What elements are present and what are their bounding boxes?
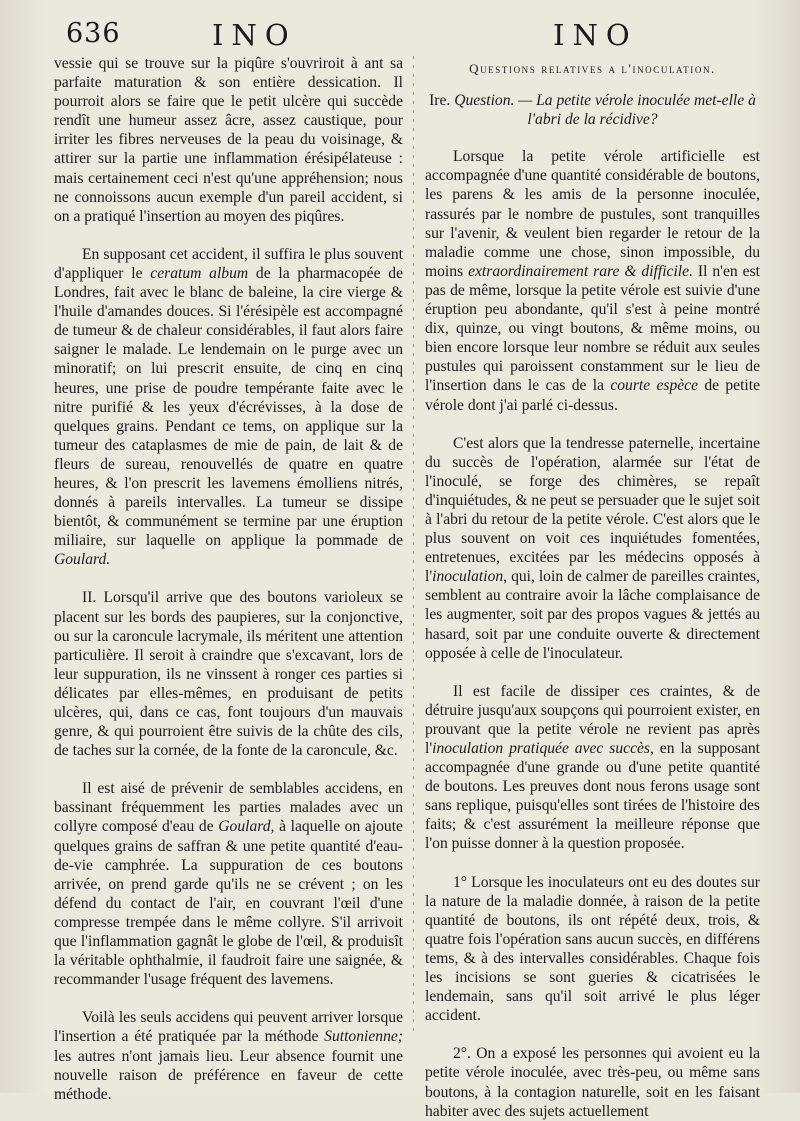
paragraph: vessie qui se trouve sur la piqûre s'ouvriroit à ant sa parfaite maturation & son entière dessication. Il pourroit alors se faire que le petit ulcère qui succède rendît une humeur assez âcre, assez caustique, pour irriter les fibres nerveuses de la peau du voisinage, & attirer sur la partie une inflammation érésipélateuse : mais certainement ceci n'est qu'une appréhension; nous ne connoissons aucun exemple d'un pareil accident, si on a pratiqué l'insertion au moyen des piqûres. (54, 55, 403, 225)
paragraph: 2°. On a exposé les personnes qui avoient eu la petite vérole inoculée, avec très-peu, ou même sans boutons, à la contagion naturelle, soit en les faisant habiter avec des sujets actuellement (425, 1045, 760, 1120)
italic-term: ceratum album (150, 264, 249, 282)
section-title: Questions relatives a l'inoculation. (469, 61, 716, 76)
italic-term: inoculation (432, 568, 504, 586)
paragraph: II. Lorsqu'il arrive que des boutons varioleux se placent sur les bords des paupieres, sur la conjonctive, ou sur la caroncule lacrymale, ils méritent une attention particulière. Il seroit à craindre que s'excavant, lors de leur suppuration, ils ne vinssent à ronger ces parties si délicates par elles-mêmes, en produisant de petits ulcères, qui, dans ce cas, font toujours d'un mauvais genre, & qui pourroient être suivis de la chûte des cils, de taches sur la cornée, de la fonte de la caroncule, &c. (54, 589, 403, 760)
italic-term: inoculation pratiquée avec succès (432, 740, 650, 757)
paragraph: Voilà les seuls accidens qui peuvent arriver lorsque l'insertion a été pratiquée par la méthode Suttonienne; les autres n'ont jamais lieu. Leur absence fournit une nouvelle raison de préférence en faveur de cette méthode. (54, 1009, 403, 1103)
italic-term: Goulard. (54, 551, 111, 569)
question-heading (425, 91, 760, 129)
italic-term: Goulard, (218, 818, 275, 836)
paragraph: Il est aisé de prévenir de semblables accidens, en bassinant fréquemment les parties malades avec un collyre composé d'eau de Goulard, à laquelle on ajoute quelques grains de saffran & une petite quantité d'eau-de-vie camphrée. La suppuration de ces boutons arrivée, on prend garde qu'ils ne se crévent ; on les défend du contact de l'air, en couvrant l'œil d'une compresse trempée dans le même collyre. S'il arrivoit que l'inflammation gagnât le globe de l'œil, & produisît la véritable ophthalmie, il faudroit faire une saignée, & recommander l'usage fréquent des lavemens. (54, 780, 403, 989)
paragraph: Lorsque la petite vérole artificielle est accompagnée d'une quantité considérable de boutons, les parens & les amis de la personne inoculée, rassurés par le nombre de pustules, sont tranquilles sur l'avenir, & veulent bien regarder le retour de la maladie comme une chose, sinon impossible, du moins extraordinairement rare & difficile. Il n'en est pas de même, lorsque la petite vérole est suivie d'une éruption peu abondante, qu'il s'est à peine montré dix, quinze, ou vingt boutons, & même moins, ou bien encore lorsque leur nombre se réduit aux seules pustules qui paroissent constamment sur le lieu de l'insertion dans le cas de la courte espèce de petite vérole dont j'ai parlé ci-dessus. (425, 148, 760, 414)
page-number: 636 (66, 18, 121, 49)
running-head (0, 14, 800, 58)
column-divider (413, 56, 414, 1031)
paragraph: C'est alors que la tendresse paternelle, incertaine du succès de l'opération, alarmée sur l'état de l'inoculé, se forge des chimères, se repaît d'inquiétudes, & ne peut se persuader que le sujet soit à l'abri du retour de la petite vérole. C'est alors que le plus souvent on voit ces inquiétudes fomentées, entretenues, excitées par les médecins opposés à l'inoculation, qui, loin de calmer de pareilles craintes, semblent au contraire avoir la lâche complaisance de les augmenter, soit par des propos vagues & jettés au hasard, soit par une conduite ouverte & directement opposée à celle de l'inoculateur. (425, 434, 760, 662)
paragraph: En supposant cet accident, il suffira le plus souvent d'appliquer le ceratum album de la pharmacopée de Londres, fait avec le blanc de baleine, la cire vierge & l'huile d'amandes douces. Si l'érésipèle est accompagné de tumeur & de chaleur considérables, il faut alors faire saigner le malade. Le lendemain on le purge avec un minoratif; on lui prescrit ensuite, de cinq en cinq heures, une prise de poudre tempérante faite avec le nitre purifié & les yeux d'écrévisses, à la dose de quelques grains. Pendant ce tems, on applique sur la tumeur des cataplasmes de mie de pain, de lait & de fleurs de sureau, renouvellés de quatre en quatre heures, & l'on prescrit les lavemens émolliens nitrés, donnés à pareils intervalles. La tumeur se dissipe bientôt, & communément se termine par une éruption miliaire, sur laquelle on applique la pommade de Goulard. (54, 245, 404, 569)
left-column (54, 54, 403, 1104)
italic-term: courte espèce (610, 377, 699, 395)
italic-term: extraordinairement rare & difficile. (468, 262, 693, 280)
paragraph: 1° Lorsque les inoculateurs ont eu des doutes sur la nature de la maladie donnée, à raison de la petite quantité de boutons, ils ont répété deux, trois, & quatre fois l'opération sans aucun succès, en différens tems, & à des intervalles considérables. Chaque fois les incisions se sont gueries & cicatrisées le lendemain, sans qu'il soit arrivé le plus léger accident. (425, 873, 760, 1025)
italic-term: Suttonienne; (324, 1028, 403, 1046)
right-column (425, 54, 760, 1121)
question-number: Ire. (429, 92, 455, 110)
running-head-left-word: INO (212, 18, 297, 52)
question-text: Question. — La petite vérole inoculée met-elle à l'abri de la récidive? (454, 92, 756, 129)
running-head-right-word: INO (553, 18, 638, 52)
paragraph: Il est facile de dissiper ces craintes, & de détruire jusqu'aux soupçons qui pourroient exister, en prouvant que la petite vérole ne revient pas après l'inoculation pratiquée avec succès, en la supposant accompagnée d'une grande ou d'une petite quantité de boutons. Les preuves dont nous ferons usage sont sans replique, puisqu'elles sont tirées de l'histoire des faits; & c'est assurément la meilleure réponse que l'on puisse donner à la question proposée. (425, 682, 760, 853)
